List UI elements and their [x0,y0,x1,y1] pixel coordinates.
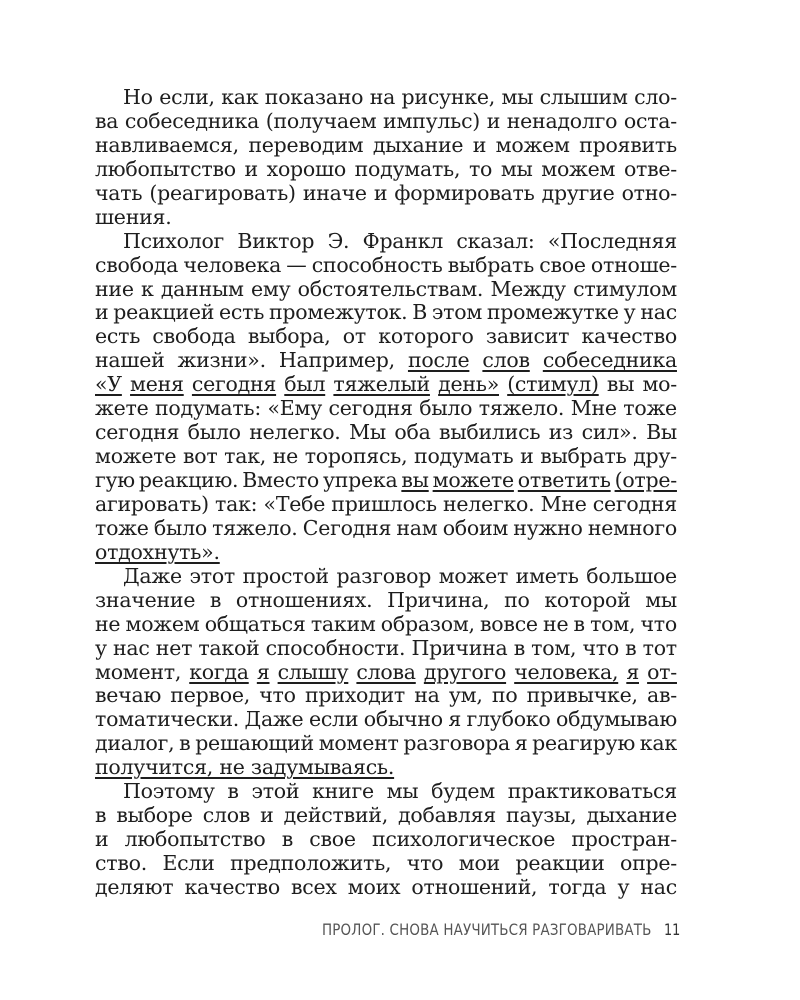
word: что [406,851,444,875]
word: выбрать [540,444,627,469]
word: мы [386,779,419,804]
underlined-word: был [284,372,326,397]
word: есть [95,324,141,349]
word: Э. [327,228,350,253]
text-line [95,158,677,182]
word: Мы [349,420,386,445]
word: можем [125,611,200,636]
word: и [95,827,109,852]
word: по [504,587,530,612]
text-line [95,756,677,780]
word: реагирую [532,731,636,756]
word: ум, [448,683,483,708]
word: хорошо [266,156,346,181]
text-line [95,876,677,900]
word: выборе [116,803,193,828]
word: подумать, [354,156,461,181]
word: Франкл [362,228,444,253]
word: образом, [380,611,475,636]
word: Например, [278,348,395,373]
word: гую [95,468,135,492]
word: обычно [363,707,443,732]
word: сегодня [328,396,413,421]
word: сло- [634,85,677,109]
word: таким [310,611,376,636]
word: и [244,156,258,181]
word: я [448,707,462,732]
word: немного [587,515,677,540]
word: слов [202,803,251,828]
text-line [95,325,677,349]
word: реакции [515,851,605,875]
word: нелегко. [249,420,341,445]
text-line [95,349,677,373]
underlined-word: от- [647,659,677,684]
word: как [639,731,677,756]
word: выбрать [447,252,535,277]
word: дыхание [372,132,464,157]
word: добавляя [398,803,496,828]
word: которой [544,587,631,612]
word: «Ему [267,396,323,421]
underlined-text: отдохнуть». [95,539,220,564]
word: мы [501,85,534,109]
word: то [468,156,493,181]
word: том, [590,611,636,636]
word: в [95,803,107,828]
word: В [412,300,428,325]
word: свое [539,252,586,277]
text-line [95,852,677,876]
word: упрека [322,468,398,492]
word: книге [312,779,374,804]
word: так: [215,491,258,516]
word: отношениях. [235,587,373,612]
text-line [95,421,677,445]
word: как [221,85,259,109]
word: может [438,563,509,588]
word: нам [396,515,438,540]
word: ненадолго [506,108,618,133]
word: есть [219,300,265,325]
word: Мне [540,491,587,516]
word: мы [500,156,533,181]
text-line [95,804,677,828]
underlined-word: тяжелый [333,372,430,397]
word: выбора, [247,324,331,349]
word: нас [640,874,677,899]
word: у [95,635,107,660]
word: способность [311,252,443,277]
word: вечаю [95,683,162,708]
text-line [95,589,677,613]
word: моих [347,874,401,899]
word: иначе [302,180,367,205]
word: свое [309,827,356,852]
word: формировать [394,180,535,205]
underlined-word: я [626,659,639,684]
word: любопытство [95,156,236,181]
word: тяжело. [212,515,298,540]
word: тогда [548,874,607,899]
word: действий, [283,803,388,828]
underlined-word: слова [356,659,416,684]
word: подумать: [154,396,261,421]
word: разговор [336,563,432,588]
underlined-text: получится, не задумываясь. [95,755,395,780]
word: и [520,444,534,469]
text-line [95,445,677,469]
word: сегодня [95,420,180,445]
word: будем [431,779,495,804]
word: что [259,683,296,708]
word: «Тебе [263,491,326,516]
word: паузы, [506,803,577,828]
word: слышим [539,85,628,109]
text-line [95,469,677,493]
word: Между [490,276,566,301]
word: нас [640,300,677,325]
word: из [548,420,574,445]
word: разговора [403,731,510,756]
text-line [95,134,677,158]
word: вы [606,372,635,397]
word: жете [95,396,149,421]
word: жизни». [177,348,266,373]
word: этой [251,779,300,804]
word: промежутке [486,300,619,325]
word: Вы [646,420,677,445]
underlined-word: день» [438,372,499,397]
text-line [95,86,677,110]
underlined-word: (отре- [614,468,677,492]
word: обоим [442,515,509,540]
word: Вместо [242,468,320,492]
word: так, [224,444,267,469]
word: Поэтому [123,779,215,804]
text-line [95,230,677,254]
word: нас [112,635,150,660]
word: деляют [95,874,174,899]
text-line [95,780,677,804]
word: иметь [515,563,579,588]
word: выбились [439,420,541,445]
word: простран- [571,827,677,852]
word: и [260,803,274,828]
word: отно- [621,180,677,205]
word: в [625,635,637,660]
text-line [95,493,677,517]
word: нужно [513,515,583,540]
word: пришлось [331,491,437,516]
word: подумать [414,444,514,469]
underlined-word: когда [189,659,249,684]
word: Но [123,85,153,109]
word: тоже [623,396,677,421]
word: Даже [123,563,182,588]
word: Причина [411,635,508,660]
underlined-word: ответить [517,468,611,492]
word: качество [184,874,280,899]
word: навливаемся, [95,132,239,157]
word: Причина, [387,587,490,612]
word: нелегко. [443,491,535,516]
word: в [281,827,293,852]
text-line: шения. [95,204,172,229]
text-line [95,637,677,661]
word: момент [318,731,399,756]
word: в [573,611,585,636]
word: если [308,707,359,732]
running-title: ПРОЛОГ. СНОВА НАУЧИТЬСЯ РАЗГОВАРИВАТЬ [322,920,652,939]
word: опре- [620,851,677,875]
word: можете [95,444,177,469]
word: решающий [195,731,314,756]
word: вовсе [480,611,538,636]
word: в [209,587,222,612]
word: дру- [633,444,677,469]
word: и [472,132,487,157]
word: что [582,635,619,660]
word: обдумываю [555,707,677,732]
word: психологическое [371,827,556,852]
word: привычке, [526,683,638,708]
underlined-word: меня [130,372,184,397]
word: чать [95,180,143,205]
word: по [491,683,518,708]
word: что [640,611,677,636]
underlined-word: слов [482,348,530,373]
word: первое, [170,683,250,708]
word: свобода [152,324,236,349]
underlined-word: (стимул) [507,372,599,397]
word: не [272,444,299,469]
word: сегодня [592,491,677,516]
text-line [95,397,677,421]
word: было [419,396,473,421]
word: промежуток. [269,300,408,325]
word: «Последняя [547,228,677,253]
word: не [543,611,569,636]
word: (получаем [265,108,377,133]
word: к [140,276,154,301]
text-line [95,613,677,637]
word: Мне [570,396,617,421]
word: качество [581,324,677,349]
word: зависит [485,324,570,349]
word: ав- [647,683,677,708]
word: тот [642,635,677,660]
text-line [95,278,677,302]
word: нет [155,635,193,660]
underlined-word: человека, [514,659,619,684]
word: от [342,324,366,349]
word: отношений, [411,874,538,899]
word: глубоко [466,707,551,732]
word: если, [159,85,215,109]
word: оста- [623,108,677,133]
text-line [95,373,677,397]
text-line [95,254,677,278]
word: том, [531,635,577,660]
word: собеседника [124,108,260,133]
word: любопытство [124,827,266,852]
underlined-word: можете [432,468,514,492]
word: ство. [95,851,147,875]
word: Сегодня [302,515,392,540]
word: способности. [265,635,406,660]
word: у [623,300,636,325]
word: практиковаться [507,779,677,804]
underlined-word: слышу [277,659,349,684]
text-line [95,301,677,325]
underlined-word: после [407,348,470,373]
word: отве- [623,156,677,181]
word: Психолог [123,228,225,253]
word: переводим [248,132,364,157]
word: было [153,515,207,540]
word: отноше- [590,252,677,277]
word: было [187,420,241,445]
underlined-word: я [256,659,270,684]
word: стимулом [573,276,677,301]
word: ние [95,276,134,301]
word: можем [541,156,616,181]
word: тоже [95,515,149,540]
word: импульс) [383,108,481,133]
word: рисунке, [401,85,495,109]
word: оба [394,420,431,445]
word: реакцией [113,300,215,325]
word: общаться [204,611,306,636]
text-line [95,732,677,756]
word: всех [291,874,337,899]
word: этом [431,300,483,325]
word: человека [183,252,282,277]
word: значение [95,587,196,612]
word: и [486,108,501,133]
word: мы [645,587,677,612]
word: сказал: [456,228,535,253]
word: у [617,874,630,899]
word: большое [586,563,677,588]
text-line [95,828,677,852]
word: приходит [305,683,405,708]
word: вот [182,444,218,469]
word: мо- [642,372,677,397]
word: свобода [95,252,179,277]
word: ва [95,108,119,133]
word: диалог, [95,731,175,756]
word: тяжело. [478,396,565,421]
word: этот [189,563,236,588]
word: данным [160,276,244,301]
word: я [514,731,528,756]
word: Виктор [237,228,315,253]
underlined-word: другого [423,659,507,684]
word: в [179,731,191,756]
word: на [414,683,440,708]
word: (реагировать) [149,180,296,205]
body-text [95,86,677,900]
word: дыхание [586,803,677,828]
word: агировать) [95,491,209,516]
word: такой [198,635,260,660]
text-line [95,110,677,134]
word: другие [541,180,615,205]
word: можем [495,132,570,157]
word: торопясь, [304,444,408,469]
word: предположить, [230,851,392,875]
word: не [95,611,121,636]
underlined-word: сегодня [191,372,277,397]
page-number: 11 [664,920,681,939]
word: простой [242,563,329,588]
text-line [95,661,677,685]
word: которого [378,324,474,349]
word: Даже [244,707,304,732]
underlined-word: собеседника [542,348,677,373]
word: и [95,300,109,325]
text-line [95,517,677,541]
text-line [95,182,677,206]
word: обстоятельствам. [297,276,484,301]
word: показано [264,85,364,109]
word: на [369,85,396,109]
word: сил». [581,420,638,445]
word: ему [251,276,291,301]
underlined-word: «У [95,372,122,397]
word: мои [458,851,500,875]
text-line [95,708,677,732]
word: в [227,779,239,804]
word: — [286,252,307,277]
word: Если [162,851,215,875]
word: нашей [95,348,165,373]
underlined-word: вы [401,468,429,492]
text-line [95,684,677,708]
word: и [373,180,388,205]
word: реакцию. [138,468,239,492]
text-line [95,565,677,589]
word: проявить [579,132,677,157]
word: момент, [95,659,182,684]
word: томатически. [95,707,240,732]
text-line [95,541,677,565]
word: в [513,635,525,660]
